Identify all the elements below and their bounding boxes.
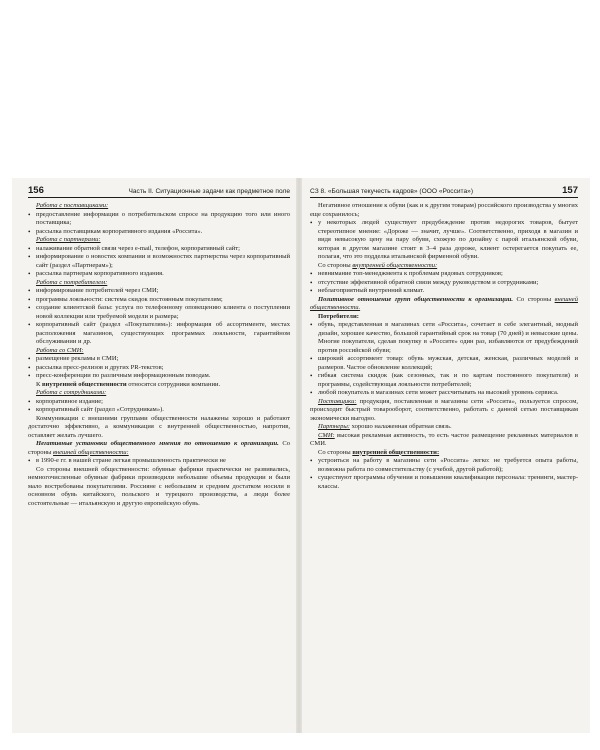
list-item: • корпоративный сайт (раздел «Сотрудникам»). (28, 406, 290, 415)
suppliers-paragraph: Поставщики: продукция, поставленная в магазины сети «Россита», пользуется спросом, происходит быстрый товарооборот, соответственно, работать с данной сетью поставщикам экономически выгодно. (310, 397, 578, 422)
consumer-work-list (28, 287, 290, 347)
list-item: • широкий ассортимент товар: обувь мужская, детская, женская, различных моделей и размеров. Частое обновление коллекций; (310, 355, 578, 372)
left-page-body (28, 202, 290, 508)
partners-paragraph: Партнеры: хорошо налаженная обратная связь. (318, 423, 452, 430)
suppliers-work-heading: Работа с поставщиками: (36, 202, 109, 209)
book-gutter (296, 178, 302, 733)
left-page-number: 156 (28, 185, 44, 196)
staff-work-list (28, 398, 290, 415)
right-page-number: 157 (562, 185, 578, 196)
list-item: • налаживание обратной связи через e-mail, телефон, корпоративный сайт; (28, 245, 290, 254)
list-item: • у некоторых людей существует предубеждение против недорогих товаров, бытует стереотипное мнение: «Дороже — значит, лучше». Соответственно, приходя в магазин и видя невысокую цену на пару обуви, схожую по дизайну с парой итальянской обуви, которая в другом магазине стоит в 3–4 раза дороже, клиент остерегается покупать ее, полагая, что это подделка итальянской фирменной обуви. (310, 219, 578, 262)
list-item: • создание клиентской базы: услуга по телефонному оповещению клиента о поступлении новой коллекции или требуемой модели и размера; (28, 304, 290, 321)
list-item: • рассылка пресс-релизов и других PR-текстов; (28, 364, 290, 373)
positive-attitudes-heading: Позитивное отношение групп общественности к организации. Со стороны внешней общественности. (310, 295, 578, 311)
negative-attitudes-heading: Негативные установки общественного мнения по отношению к организации. Со стороны внешней общественности: (28, 440, 290, 456)
left-running-title: Часть II. Ситуационные задачи как предметное поле (128, 188, 290, 195)
internal-positive-list (310, 457, 578, 491)
list-item: • предоставление информации о потребительском спросе на продукцию того или иного поставщика; (28, 211, 290, 228)
list-item: • рассылка партнерам корпоративного издания. (28, 270, 290, 279)
media-work-heading: Работа со СМИ: (36, 346, 84, 354)
negative-attitudes-paragraph: Со стороны внешней общественности: обувные фабрики практически не развивались, немногочисленные обувные фабрики производили небольшие объемы продукции и были мало востребованы покупателями. Россияне с небольшим и средним достатком носили в основном обувь китайского, польского и турецкого производства, а люди более состоятельные — итальянскую и другую европейскую обувь. (28, 465, 290, 507)
right-running-title: СЗ 8. «Большая текучесть кадров» (ООО «Россита») (310, 188, 474, 195)
consumers-heading: Потребители: (318, 312, 359, 320)
left-page (28, 185, 290, 508)
list-item: • отсутствие эффективной обратной связи между руководством и сотрудниками; (310, 279, 578, 288)
staff-work-heading: Работа с сотрудниками: (36, 389, 107, 396)
consumer-work-heading: Работа с потребителем: (36, 278, 108, 286)
list-item: • устроиться на работу в магазины сети «Россита» легко: не требуется опыта работы, возможна работа по совместительству (с учебой, другой работой); (310, 457, 578, 474)
consumers-positive-list (310, 321, 578, 398)
list-item: • пресс-конференции по различным информационным поводам. (28, 372, 290, 381)
list-item: • информирование о новостях компании и возможностях партнерства через корпоративный сайт (раздел «Партнерам»); (28, 253, 290, 270)
internal-public-lead: К внутренней общественности относятся сотрудники компании. (36, 380, 221, 388)
list-item: • в 1990-е гг. в нашей стране легкая промышленность практически не (28, 457, 290, 466)
list-item: • неблагоприятный внутренний климат. (310, 287, 578, 296)
right-page (310, 185, 578, 491)
list-item: • любой покупатель в магазинах сети может рассчитывать на высокий уровень сервиса. (310, 389, 578, 398)
suppliers-work-list (28, 211, 290, 237)
list-item: • гибкая система скидок (как сезонных, так и по картам постоянного покупателя) и программы, содействующая лояльности потребителей; (310, 372, 578, 389)
right-page-body (310, 202, 578, 491)
prejudice-list (310, 219, 578, 262)
list-item: • невнимание топ-менеджмента к проблемам рядовых сотрудников; (310, 270, 578, 279)
media-paragraph: СМИ: высокая рекламная активность, то есть частое размещение рекламных материалов в СМИ. (310, 431, 578, 447)
list-item: • существуют программы обучения и повышения квалификации персонала: тренинги, мастер-классы. (310, 474, 578, 491)
list-item: • корпоративный сайт (раздел «Покупателям»): информация об ассортименте, местах расположения магазинов, существующих программах лояльности, гарантийном обслуживании и др. (28, 321, 290, 347)
negative-continued-intro: Негативное отношение к обуви (как и к другим товарам) российского производства у многих еще сохранилось; (310, 202, 578, 218)
list-item: • программы лояльности: система скидок постоянным покупателям; (28, 296, 290, 305)
list-item: • корпоративное издание; (28, 398, 290, 407)
internal-negative-list (310, 270, 578, 296)
right-running-head (310, 185, 578, 198)
media-work-list (28, 355, 290, 381)
list-item: • размещение рекламы в СМИ; (28, 355, 290, 364)
list-item: • обувь, представленная в магазинах сети «Россита», сочетает в себе элегантный, модный дизайн, хорошее качество, большой гарантийный срок на товар (70 дней) и невысокие цены. Многие покупатели, сделав покупку в «Россите» один раз, избавляются от предубеждений против российской обуви; (310, 321, 578, 355)
negative-attitudes-list (28, 457, 290, 466)
partners-work-list (28, 245, 290, 279)
communications-paragraph: Коммуникации с внешними группами общественности налажены хорошо и работают достаточно эффективно, а коммуникация с внутренней общественностью, напротив, оставляет желать лучшего. (28, 414, 290, 439)
internal-negative-heading: Со стороны внутренней общественности: (318, 261, 438, 269)
list-item: • информирование потребителей через СМИ; (28, 287, 290, 296)
internal-positive-heading: Со стороны внутренней общественности: (318, 448, 440, 456)
partners-work-heading: Работа с партнерами: (36, 236, 101, 243)
list-item: • рассылка поставщикам корпоративного издания «Россита». (28, 228, 290, 237)
left-running-head (28, 185, 290, 198)
